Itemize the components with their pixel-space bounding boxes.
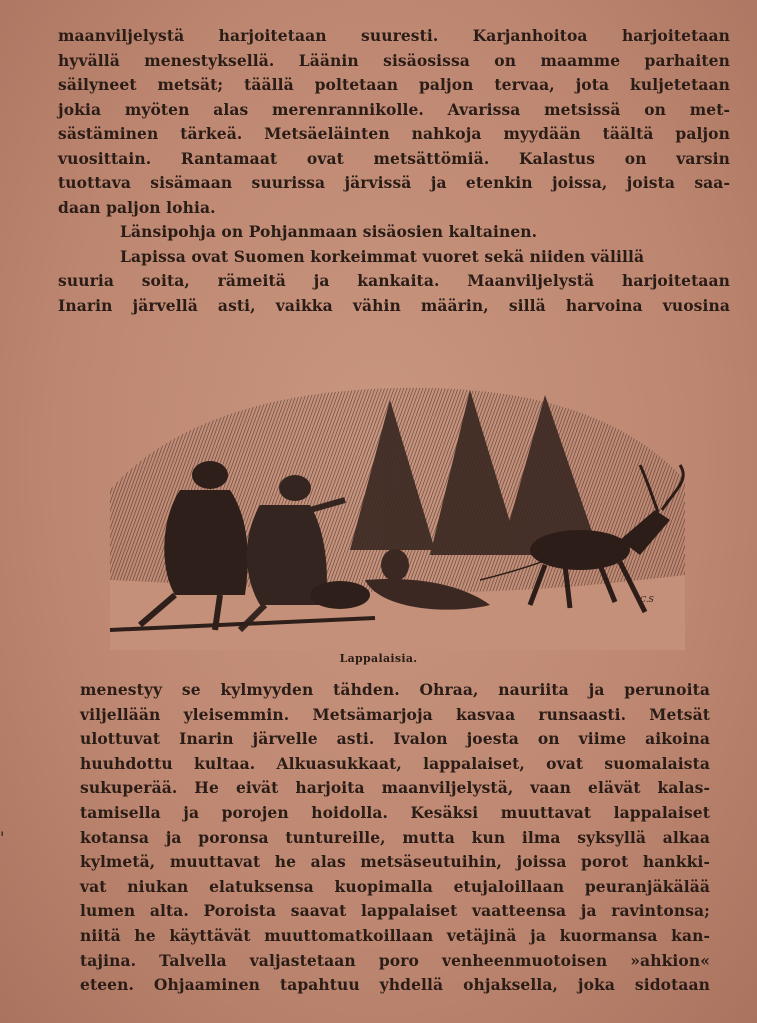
text-line: säilyneet metsät; täällä poltetaan paljon tervaa, jota kuljetetaan [58,75,730,94]
text-line: ulottuvat Inarin järvelle asti. Ivalon joesta on viime aikoina [80,729,710,749]
figure-caption: Lappalaisia. [339,652,418,665]
bottom-paragraph [80,678,710,998]
text-line: kylmetä, muuttavat he alas metsäseutuihin, joissa porot hankki- [80,852,710,872]
text-line: tamisella ja porojen hoidolla. Kesäksi muuttavat lappalaiset [80,802,710,822]
text-line: sästäminen tärkeä. Metsäeläinten nahkoja myydään täältä paljon [58,124,730,143]
text-line: viljellään yleisemmin. Metsämarjoja kasvaa runsaasti. Metsät [80,704,710,724]
text-line: hyvällä menestyksellä. Läänin sisäosissa on maamme parhaiten [58,50,730,70]
text-line: suuria soita, rämeitä ja kankaita. Maanviljelystä harjoitetaan [58,271,730,290]
text-line: vuosittain. Rantamaat ovat metsättömiä. Kalastus on varsin [58,148,730,168]
text-line: tuottava sisämaan suurissa järvissä ja etenkin joissa, joista saa- [58,173,730,192]
paragraph-start-line: Länsipohja on Pohjanmaan sisäosien kaltainen. [120,222,538,241]
text-line: sukuperää. He eivät harjoita maanviljelystä, vaan elävät kalas- [80,778,710,798]
text-line: huuhdottu kultaa. Alkuasukkaat, lappalaiset, ovat suomalaista [80,753,710,773]
text-line: daan paljon lohia. [58,197,216,217]
text-line: Inarin järvellä asti, vaikka vähin määrin, sillä harvoina vuosina [58,295,730,315]
text-line: maanviljelystä harjoitetaan suuresti. Karjanhoitoa harjoitetaan [58,26,730,45]
engraver-signature: C.S [640,595,654,604]
text-line: vat niukan elatuksensa kuopimalla etujaloillaan peuranjäkälää [80,876,710,896]
text-line: eteen. Ohjaaminen tapahtuu yhdellä ohjaksella, joka sidotaan [80,975,710,995]
top-paragraphs [58,24,730,318]
text-line: niitä he käyttävät muuttomatkoillaan vetäjinä ja kuormansa kan- [80,925,710,945]
lapland-sledge-engraving [100,380,690,650]
text-line: jokia myöten alas merenrannikolle. Avarissa metsissä on met- [58,99,730,119]
dog [310,581,370,609]
paragraph-start-line: Lapissa ovat Suomen korkeimmat vuoret sekä niiden välillä [120,246,645,266]
text-line: tajina. Talvella valjastetaan poro venheenmuotoisen »ahkion« [80,950,710,970]
margin-mark: ' [0,828,5,847]
text-line: lumen alta. Poroista saavat lappalaiset vaatteensa ja ravintonsa; [80,901,710,921]
text-line: kotansa ja poronsa tuntureille, mutta kun ilma syksyllä alkaa [80,827,710,847]
text-line: menestyy se kylmyyden tähden. Ohraa, nauriita ja perunoita [80,680,710,699]
